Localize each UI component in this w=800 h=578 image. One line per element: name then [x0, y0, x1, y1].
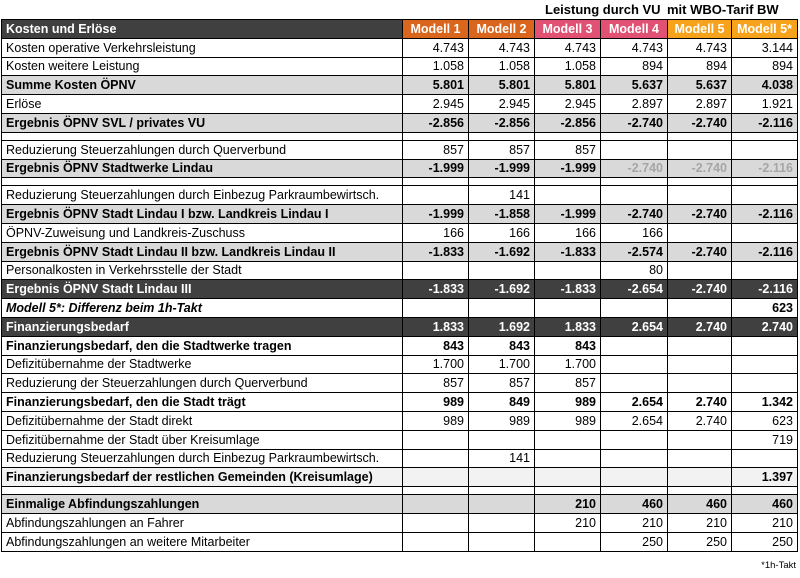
cell-modell-1: [403, 495, 469, 514]
cell-modell-6: [732, 140, 798, 159]
table-title: Kosten und Erlöse: [2, 20, 403, 39]
table-row: [2, 280, 798, 299]
cell-modell-3: -1.833: [535, 280, 601, 299]
cell-modell-2: [469, 495, 535, 514]
cell-modell-4: [601, 430, 668, 449]
cell-modell-4: -2.654: [601, 280, 668, 299]
cell-modell-3: 210: [535, 513, 601, 532]
cell-modell-6: [732, 449, 798, 468]
cell-modell-2: 843: [469, 336, 535, 355]
cell-modell-1: [403, 132, 469, 140]
cell-modell-5: -2.740: [668, 113, 732, 132]
cell-modell-5: [668, 449, 732, 468]
cell-modell-4: 250: [601, 532, 668, 551]
cell-modell-5: [668, 355, 732, 374]
table-row: [2, 95, 798, 114]
table-row: [2, 178, 798, 186]
cell-modell-3: 857: [535, 374, 601, 393]
cell-modell-5: -2.740: [668, 205, 732, 224]
cell-modell-6: [732, 132, 798, 140]
cell-modell-2: [469, 261, 535, 280]
row-label: [2, 178, 403, 186]
cell-modell-1: -1.833: [403, 242, 469, 261]
cell-modell-1: 857: [403, 140, 469, 159]
cell-modell-2: 849: [469, 393, 535, 412]
table-row: [2, 38, 798, 57]
table-row: [2, 159, 798, 178]
cell-modell-5: 4.743: [668, 38, 732, 57]
cell-modell-6: 1.342: [732, 393, 798, 412]
cell-modell-6: -2.116: [732, 205, 798, 224]
cell-modell-5: [668, 336, 732, 355]
cell-modell-3: 210: [535, 495, 601, 514]
cell-modell-3: 4.743: [535, 38, 601, 57]
cell-modell-2: -1.999: [469, 159, 535, 178]
cell-modell-4: 166: [601, 223, 668, 242]
table-row: [2, 411, 798, 430]
cell-modell-5: 210: [668, 513, 732, 532]
row-label: Reduzierung Steuerzahlungen durch Einbezug Parkraumbewirtsch.: [2, 186, 403, 205]
table-row: [2, 513, 798, 532]
row-label: Ergebnis ÖPNV Stadtwerke Lindau: [2, 159, 403, 178]
row-label: Reduzierung Steuerzahlungen durch Querverbund: [2, 140, 403, 159]
cell-modell-6: [732, 186, 798, 205]
cell-modell-4: [601, 178, 668, 186]
cell-modell-5: [668, 299, 732, 318]
cell-modell-4: [601, 374, 668, 393]
cell-modell-3: 989: [535, 393, 601, 412]
cell-modell-6: -2.116: [732, 159, 798, 178]
cell-modell-6: [732, 374, 798, 393]
cell-modell-1: [403, 186, 469, 205]
cell-modell-6: -2.116: [732, 113, 798, 132]
cell-modell-3: 1.700: [535, 355, 601, 374]
cell-modell-3: 1.833: [535, 317, 601, 336]
cell-modell-2: [469, 468, 535, 487]
table-row: [2, 393, 798, 412]
header-modell-1: Modell 1: [403, 20, 469, 39]
cell-modell-5: -2.740: [668, 159, 732, 178]
cell-modell-2: [469, 132, 535, 140]
cell-modell-5: [668, 468, 732, 487]
cell-modell-6: 2.740: [732, 317, 798, 336]
header-row: [2, 20, 798, 39]
cell-modell-6: 1.921: [732, 95, 798, 114]
cell-modell-1: 989: [403, 393, 469, 412]
cell-modell-5: [668, 261, 732, 280]
cell-modell-1: 1.058: [403, 57, 469, 76]
header-modell-5-star: Modell 5*: [732, 20, 798, 39]
cell-modell-6: [732, 261, 798, 280]
row-label: [2, 132, 403, 140]
cell-modell-3: [535, 532, 601, 551]
cell-modell-2: [469, 513, 535, 532]
top-labels: [0, 0, 800, 19]
cell-modell-6: [732, 223, 798, 242]
cell-modell-4: [601, 132, 668, 140]
cell-modell-3: 1.058: [535, 57, 601, 76]
cell-modell-6: 623: [732, 299, 798, 318]
cell-modell-3: 166: [535, 223, 601, 242]
row-label: Defizitübernahme der Stadtwerke: [2, 355, 403, 374]
row-label: Reduzierung Steuerzahlungen durch Einbezug Parkraumbewirtsch.: [2, 449, 403, 468]
cell-modell-6: -2.116: [732, 280, 798, 299]
cell-modell-5: [668, 374, 732, 393]
cell-modell-3: [535, 178, 601, 186]
table-row: [2, 299, 798, 318]
row-label: Ergebnis ÖPNV Stadt Lindau I bzw. Landkreis Lindau I: [2, 205, 403, 224]
row-label: Finanzierungsbedarf: [2, 317, 403, 336]
cell-modell-6: 894: [732, 57, 798, 76]
cell-modell-5: [668, 178, 732, 186]
cost-table: [1, 19, 798, 552]
cell-modell-6: 1.397: [732, 468, 798, 487]
cell-modell-2: 166: [469, 223, 535, 242]
cell-modell-1: 843: [403, 336, 469, 355]
header-modell-5: Modell 5: [668, 20, 732, 39]
cell-modell-3: [535, 132, 601, 140]
cell-modell-3: [535, 186, 601, 205]
cell-modell-4: [601, 449, 668, 468]
cell-modell-6: 4.038: [732, 76, 798, 95]
cell-modell-1: [403, 178, 469, 186]
cell-modell-4: 4.743: [601, 38, 668, 57]
cell-modell-1: [403, 468, 469, 487]
table-row: [2, 355, 798, 374]
row-label: Finanzierungsbedarf der restlichen Gemeinden (Kreisumlage): [2, 468, 403, 487]
cell-modell-4: -2.574: [601, 242, 668, 261]
cell-modell-3: [535, 430, 601, 449]
cell-modell-1: 1.833: [403, 317, 469, 336]
cell-modell-2: [469, 178, 535, 186]
cell-modell-1: -1.833: [403, 280, 469, 299]
cell-modell-1: [403, 487, 469, 495]
cell-modell-5: 2.740: [668, 411, 732, 430]
row-label: Finanzierungsbedarf, den die Stadt trägt: [2, 393, 403, 412]
cell-modell-5: 2.740: [668, 393, 732, 412]
table-row: [2, 140, 798, 159]
cell-modell-5: 250: [668, 532, 732, 551]
cell-modell-1: [403, 449, 469, 468]
cell-modell-4: [601, 186, 668, 205]
table-row: [2, 449, 798, 468]
cell-modell-2: -1.692: [469, 242, 535, 261]
table-row: [2, 76, 798, 95]
cell-modell-4: -2.740: [601, 113, 668, 132]
cell-modell-4: [601, 140, 668, 159]
row-label: Personalkosten in Verkehrsstelle der Stadt: [2, 261, 403, 280]
cell-modell-2: [469, 487, 535, 495]
cell-modell-1: 989: [403, 411, 469, 430]
cell-modell-2: 5.801: [469, 76, 535, 95]
table-row: [2, 186, 798, 205]
cell-modell-5: [668, 186, 732, 205]
cell-modell-6: [732, 355, 798, 374]
cell-modell-1: -1.999: [403, 205, 469, 224]
cell-modell-6: 623: [732, 411, 798, 430]
cell-modell-5: -2.740: [668, 280, 732, 299]
cell-modell-3: [535, 299, 601, 318]
row-label: ÖPNV-Zuweisung und Landkreis-Zuschuss: [2, 223, 403, 242]
cell-modell-2: -1.692: [469, 280, 535, 299]
cell-modell-1: 4.743: [403, 38, 469, 57]
row-label: Einmalige Abfindungszahlungen: [2, 495, 403, 514]
cell-modell-3: 2.945: [535, 95, 601, 114]
cell-modell-1: [403, 299, 469, 318]
table-row: [2, 57, 798, 76]
row-label: Ergebnis ÖPNV Stadt Lindau II bzw. Landkreis Lindau II: [2, 242, 403, 261]
cell-modell-4: [601, 336, 668, 355]
cell-modell-3: 5.801: [535, 76, 601, 95]
cell-modell-1: [403, 513, 469, 532]
cell-modell-1: 166: [403, 223, 469, 242]
row-label: Finanzierungsbedarf, den die Stadtwerke tragen: [2, 336, 403, 355]
cell-modell-2: 857: [469, 140, 535, 159]
cell-modell-3: 843: [535, 336, 601, 355]
row-label: Defizitübernahme der Stadt über Kreisumlage: [2, 430, 403, 449]
row-label: Ergebnis ÖPNV SVL / privates VU: [2, 113, 403, 132]
cell-modell-4: 5.637: [601, 76, 668, 95]
cell-modell-3: 857: [535, 140, 601, 159]
header-modell-4: Modell 4: [601, 20, 668, 39]
cell-modell-1: 1.700: [403, 355, 469, 374]
cell-modell-5: -2.740: [668, 242, 732, 261]
table-row: [2, 468, 798, 487]
cell-modell-5: 5.637: [668, 76, 732, 95]
cell-modell-4: 894: [601, 57, 668, 76]
cell-modell-2: 857: [469, 374, 535, 393]
cell-modell-6: 250: [732, 532, 798, 551]
cell-modell-6: 719: [732, 430, 798, 449]
cell-modell-4: 80: [601, 261, 668, 280]
cell-modell-1: [403, 532, 469, 551]
cell-modell-5: 2.897: [668, 95, 732, 114]
table-row: [2, 532, 798, 551]
table-row: [2, 495, 798, 514]
cell-modell-3: [535, 487, 601, 495]
table-row: [2, 205, 798, 224]
cell-modell-4: 2.654: [601, 393, 668, 412]
cell-modell-6: [732, 487, 798, 495]
table-row: [2, 261, 798, 280]
cell-modell-4: [601, 355, 668, 374]
cell-modell-4: 2.654: [601, 411, 668, 430]
cell-modell-4: [601, 299, 668, 318]
cell-modell-3: 989: [535, 411, 601, 430]
cell-modell-5: [668, 132, 732, 140]
row-label: Modell 5*: Differenz beim 1h-Takt: [2, 299, 403, 318]
cell-modell-4: -2.740: [601, 159, 668, 178]
row-label: Abfindungszahlungen an Fahrer: [2, 513, 403, 532]
cell-modell-5: 2.740: [668, 317, 732, 336]
row-label: Reduzierung der Steuerzahlungen durch Querverbund: [2, 374, 403, 393]
cell-modell-2: 4.743: [469, 38, 535, 57]
cell-modell-5: [668, 430, 732, 449]
cell-modell-3: -2.856: [535, 113, 601, 132]
cell-modell-5: [668, 223, 732, 242]
cell-modell-4: 2.897: [601, 95, 668, 114]
cell-modell-1: [403, 261, 469, 280]
cell-modell-5: [668, 140, 732, 159]
cell-modell-4: 460: [601, 495, 668, 514]
table-row: [2, 487, 798, 495]
cell-modell-3: [535, 468, 601, 487]
cell-modell-1: 857: [403, 374, 469, 393]
cell-modell-6: 210: [732, 513, 798, 532]
cell-modell-6: [732, 336, 798, 355]
cell-modell-6: -2.116: [732, 242, 798, 261]
cell-modell-2: 141: [469, 449, 535, 468]
cell-modell-6: 3.144: [732, 38, 798, 57]
cell-modell-1: 5.801: [403, 76, 469, 95]
row-label: Defizitübernahme der Stadt direkt: [2, 411, 403, 430]
cell-modell-2: -1.858: [469, 205, 535, 224]
cell-modell-2: 1.692: [469, 317, 535, 336]
cell-modell-5: 460: [668, 495, 732, 514]
cell-modell-3: -1.999: [535, 205, 601, 224]
table-row: [2, 374, 798, 393]
cell-modell-3: [535, 261, 601, 280]
cell-modell-4: 210: [601, 513, 668, 532]
cell-modell-3: -1.833: [535, 242, 601, 261]
row-label: Abfindungszahlungen an weitere Mitarbeiter: [2, 532, 403, 551]
cell-modell-2: [469, 532, 535, 551]
label-leistung-vu: Leistung durch VU: [545, 2, 661, 17]
table-row: [2, 223, 798, 242]
cell-modell-4: 2.654: [601, 317, 668, 336]
row-label: Summe Kosten ÖPNV: [2, 76, 403, 95]
row-label: [2, 487, 403, 495]
cell-modell-3: -1.999: [535, 159, 601, 178]
table-row: [2, 430, 798, 449]
header-modell-2: Modell 2: [469, 20, 535, 39]
cell-modell-2: 141: [469, 186, 535, 205]
row-label: Erlöse: [2, 95, 403, 114]
cell-modell-5: 894: [668, 57, 732, 76]
cell-modell-2: 1.058: [469, 57, 535, 76]
cell-modell-1: -1.999: [403, 159, 469, 178]
row-label: Ergebnis ÖPNV Stadt Lindau III: [2, 280, 403, 299]
cell-modell-2: 989: [469, 411, 535, 430]
footnote: *1h-Takt: [761, 560, 796, 571]
cell-modell-1: -2.856: [403, 113, 469, 132]
cell-modell-4: -2.740: [601, 205, 668, 224]
table-row: [2, 132, 798, 140]
table-row: [2, 242, 798, 261]
table-row: [2, 317, 798, 336]
cell-modell-5: [668, 487, 732, 495]
row-label: Kosten operative Verkehrsleistung: [2, 38, 403, 57]
cell-modell-6: 460: [732, 495, 798, 514]
cell-modell-1: [403, 430, 469, 449]
cell-modell-2: -2.856: [469, 113, 535, 132]
cell-modell-2: [469, 430, 535, 449]
cell-modell-1: 2.945: [403, 95, 469, 114]
cell-modell-2: 2.945: [469, 95, 535, 114]
row-label: Kosten weitere Leistung: [2, 57, 403, 76]
cell-modell-6: [732, 178, 798, 186]
table-row: [2, 336, 798, 355]
cell-modell-4: [601, 487, 668, 495]
cell-modell-2: [469, 299, 535, 318]
cell-modell-2: 1.700: [469, 355, 535, 374]
label-wbo-tarif: mit WBO-Tarif BW: [667, 2, 779, 17]
cell-modell-3: [535, 449, 601, 468]
header-modell-3: Modell 3: [535, 20, 601, 39]
table-row: [2, 113, 798, 132]
cell-modell-4: [601, 468, 668, 487]
